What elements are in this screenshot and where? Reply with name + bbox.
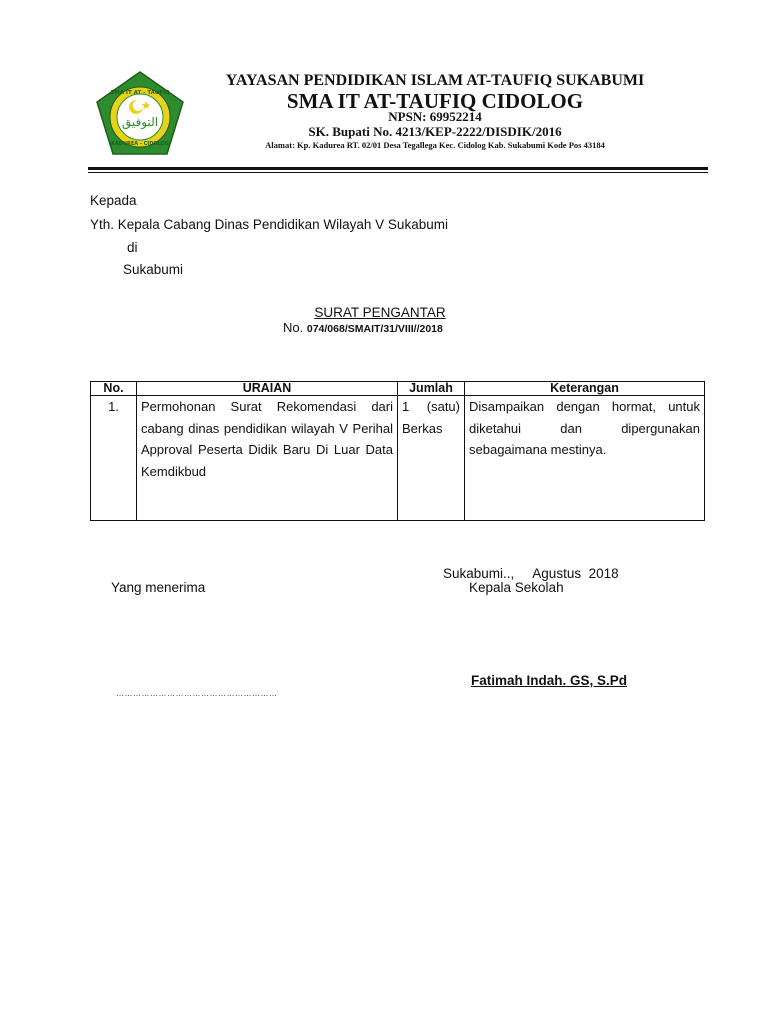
recipient-di: di bbox=[127, 240, 138, 255]
contents-table bbox=[90, 381, 705, 521]
letter-title: SURAT PENGANTAR bbox=[314, 305, 446, 320]
foundation-name: YAYASAN PENDIDIKAN ISLAM AT-TAUFIQ SUKABUMI bbox=[225, 72, 645, 89]
school-name: SMA IT AT-TAUFIQ CIDOLOG bbox=[286, 89, 584, 113]
recipient-name: Yth. Kepala Cabang Dinas Pendidikan Wilayah V Sukabumi bbox=[90, 217, 448, 232]
receiver-label: Yang menerima bbox=[111, 580, 206, 595]
cell-keterangan: Disampaikan dengan hormat, untuk diketahui dan dipergunakan sebagaimana mestinya. bbox=[465, 396, 705, 521]
recipient-city: Sukabumi bbox=[123, 262, 184, 277]
header-rule-thin bbox=[88, 172, 708, 173]
recipient-to: Kepada bbox=[90, 193, 137, 208]
letter-number: 074/068/SMAIT/31/VIII//2018 bbox=[306, 323, 443, 335]
sk-number: SK. Bupati No. 4213/KEP-2222/DISDIK/2016 bbox=[308, 124, 562, 139]
school-address: Alamat: Kp. Kadurea RT. 02/01 Desa Tegallega Kec. Cidolog Kab. Sukabumi Kode Pos 43184 bbox=[265, 140, 605, 150]
receiver-signature-line: ………………………………………………… bbox=[116, 689, 278, 698]
table-header-row bbox=[91, 382, 705, 396]
table-row bbox=[91, 396, 705, 521]
npsn: NPSN: 69952214 bbox=[388, 109, 482, 124]
logo-bottom-text: KADUREA - CIDOLOG bbox=[111, 141, 169, 147]
school-logo bbox=[94, 70, 186, 156]
logo-top-text: SMA IT AT - TAUFIQ bbox=[110, 90, 170, 96]
principal-name: Fatimah Indah. GS, S.Pd bbox=[471, 673, 628, 688]
letter-number-line bbox=[283, 320, 443, 335]
cell-no: 1. bbox=[91, 396, 137, 521]
cell-jumlah: 1 (satu) Berkas bbox=[398, 396, 465, 521]
header-uraian: URAIAN bbox=[137, 382, 398, 396]
header-rule-thick bbox=[88, 167, 708, 170]
logo-arabic-text: التوفيق bbox=[121, 115, 159, 129]
signature-title: Kepala Sekolah bbox=[469, 580, 564, 595]
header-no: No. bbox=[91, 382, 137, 396]
signature-date: Sukabumi.., Agustus 2018 bbox=[443, 566, 619, 581]
header-jumlah: Jumlah bbox=[398, 382, 465, 396]
cell-uraian: Permohonan Surat Rekomendasi dari cabang dinas pendidikan wilayah V Perihal Approval Peserta Didik Baru Di Luar Data Kemdikbud bbox=[137, 396, 398, 521]
header-keterangan: Keterangan bbox=[465, 382, 705, 396]
letter-number-label: No. bbox=[283, 320, 304, 335]
